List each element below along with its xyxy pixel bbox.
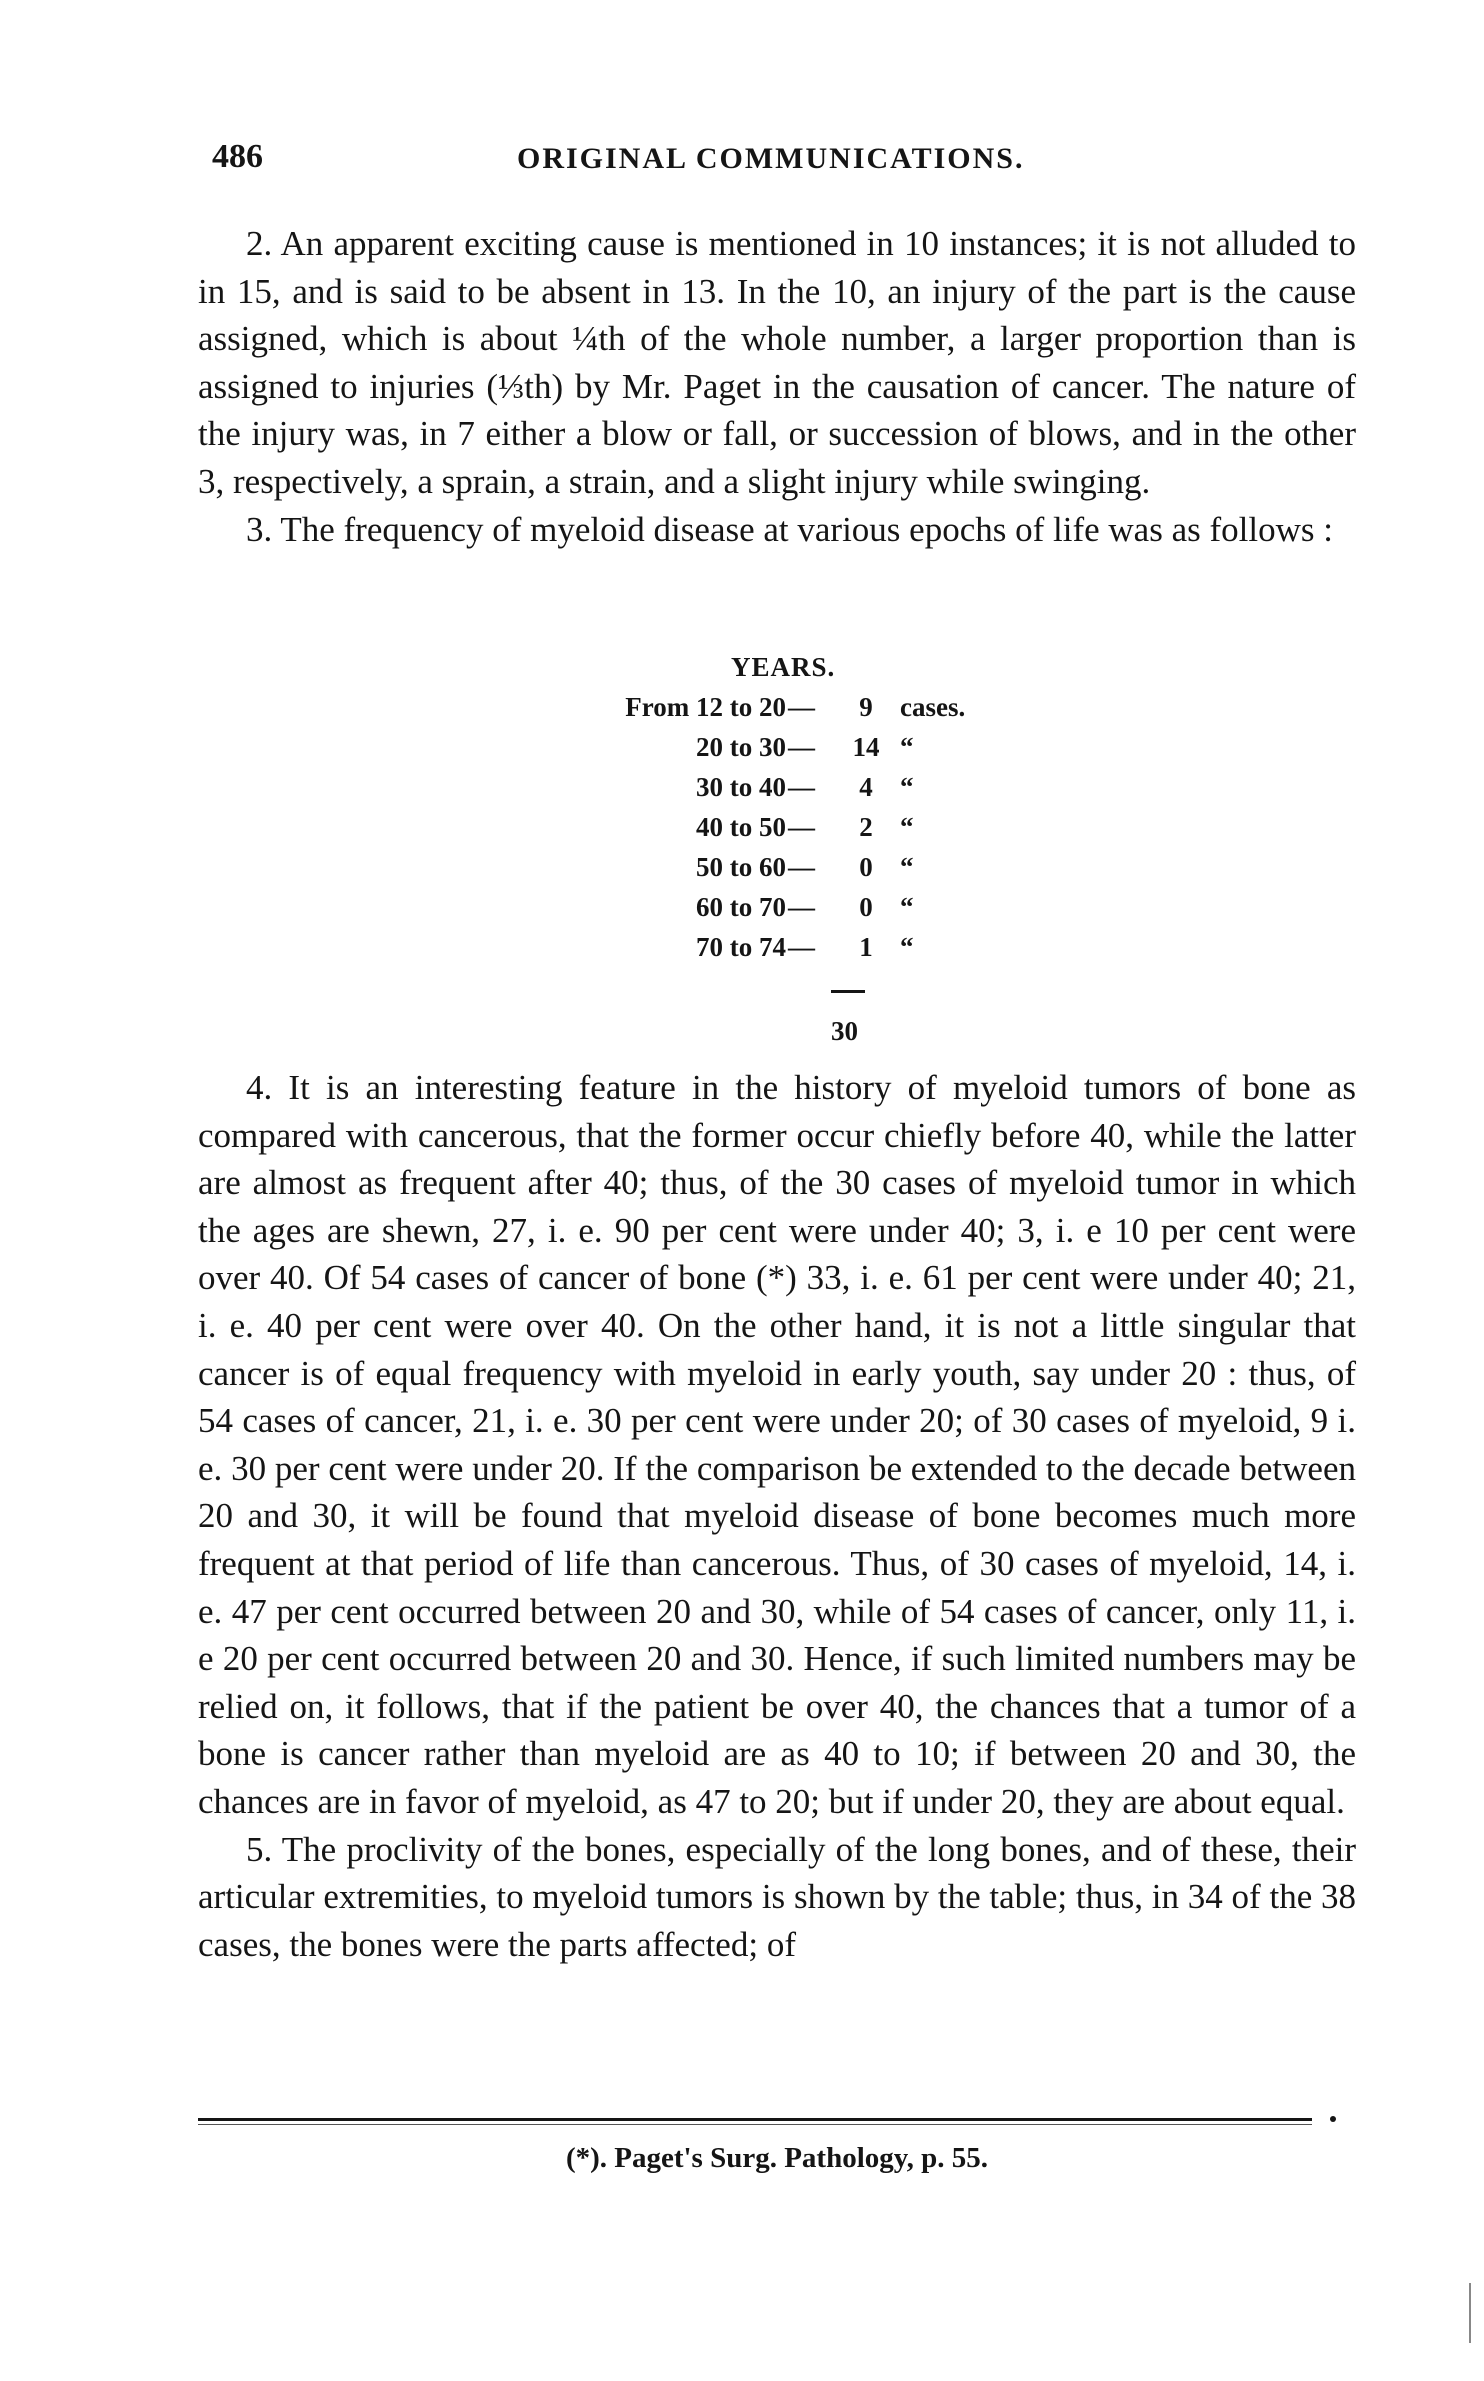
footnote-divider-dot <box>1330 2116 1336 2122</box>
table-row <box>598 732 1018 772</box>
case-count: 0 <box>859 892 873 922</box>
case-count: 1 <box>859 932 873 962</box>
age-range: From 12 to 20 <box>625 692 786 722</box>
body-text-top <box>198 220 1356 553</box>
dash-separator: — <box>788 772 815 802</box>
case-unit: cases. <box>900 692 966 722</box>
case-unit: “ <box>900 772 914 802</box>
case-count: 14 <box>852 732 880 762</box>
dash-separator: — <box>788 932 815 962</box>
table-row <box>598 812 1018 852</box>
footnote-divider-thin <box>198 2124 1312 2125</box>
table-row <box>598 772 1018 812</box>
case-count: 4 <box>859 772 873 802</box>
page-header <box>212 138 1362 188</box>
case-unit: “ <box>900 852 914 882</box>
running-head: ORIGINAL COMMUNICATIONS. <box>517 142 1025 175</box>
footnote-divider <box>198 2118 1312 2121</box>
paragraph-2: 2. An apparent exciting cause is mentioned in 10 instances; it is not alluded to in 15, and is said to be absent in 13. In the 10, an injury of the part is the cause assigned, which is about ¼th of the whole number, a larger proportion than is assigned to injuries (⅓th) by Mr. Paget in the causation of cancer. The nature of the injury was, in 7 either a blow or fall, or succession of blows, and in the other 3, respectively, a sprain, a strain, and a slight injury while swinging. <box>198 224 1356 501</box>
age-range: 50 to 60 <box>696 852 786 882</box>
age-range: 30 to 40 <box>696 772 786 802</box>
case-unit: “ <box>900 892 914 922</box>
case-count: 2 <box>859 812 873 842</box>
table-heading: YEARS. <box>731 652 836 682</box>
paragraph-5: 5. The proclivity of the bones, especially of the long bones, and of these, their articular extremities, to myeloid tumors is shown by the table; thus, in 34 of the 38 cases, the bones were the parts affected; of <box>198 1829 1356 1964</box>
page-number: 486 <box>212 138 263 175</box>
age-range: 40 to 50 <box>696 812 786 842</box>
dash-separator: — <box>788 692 815 722</box>
case-unit: “ <box>900 812 914 842</box>
paragraph-4: 4. It is an interesting feature in the history of myeloid tumors of bone as compared with cancerous, that the former occur chiefly before 40, while the latter are almost as frequent after 40; thus, of the 30 cases of myeloid tumor in which the ages are shewn, 27, i. e. 90 per cent were under 40; 3, i. e 10 per cent were over 40. Of 54 cases of cancer of bone (*) 33, i. e. 61 per cent were under 40; 21, i. e. 40 per cent were over 40. On the other hand, it is not a little singular that cancer is of equal frequency with myeloid in early youth, say under 20 : thus, of 54 cases of cancer, 21, i. e. 30 per cent were under 20; of 30 cases of myeloid, 9 i. e. 30 per cent were under 20. If the comparison be extended to the decade between 20 and 30, it will be found that myeloid disease of bone becomes much more frequent at that period of life than cancerous. Thus, of 30 cases of myeloid, 14, i. e. 47 per cent occurred between 20 and 30, while of 54 cases of cancer, only 11, i. e 20 per cent occurred between 20 and 30. Hence, if such limited numbers may be relied on, it follows, that if the patient be over 40, the chances that a tumor of a bone is cancer rather than myeloid are as 40 to 10; if between 20 and 30, the chances are in favor of myeloid, as 47 to 20; but if under 20, they are about equal. <box>198 1068 1356 1821</box>
dash-separator: — <box>788 892 815 922</box>
dash-separator: — <box>788 732 815 762</box>
scan-edge-mark <box>1469 2283 1471 2343</box>
table-row <box>598 692 1018 732</box>
total-rule <box>831 990 865 993</box>
table-row <box>598 892 1018 932</box>
dash-separator: — <box>788 852 815 882</box>
table-row <box>598 932 1018 972</box>
age-range: 70 to 74 <box>696 932 786 962</box>
case-unit: “ <box>900 932 914 962</box>
table-row <box>598 852 1018 892</box>
body-text-bottom <box>198 1064 1356 1968</box>
age-range: 60 to 70 <box>696 892 786 922</box>
dash-separator: — <box>788 812 815 842</box>
case-count: 9 <box>859 692 873 722</box>
paragraph-3: 3. The frequency of myeloid disease at various epochs of life was as follows : <box>246 509 1333 549</box>
footnote: (*). Paget's Surg. Pathology, p. 55. <box>565 2142 989 2174</box>
age-range: 20 to 30 <box>696 732 786 762</box>
case-unit: “ <box>900 732 914 762</box>
case-count: 0 <box>859 852 873 882</box>
table-total: 30 <box>831 1016 858 1046</box>
